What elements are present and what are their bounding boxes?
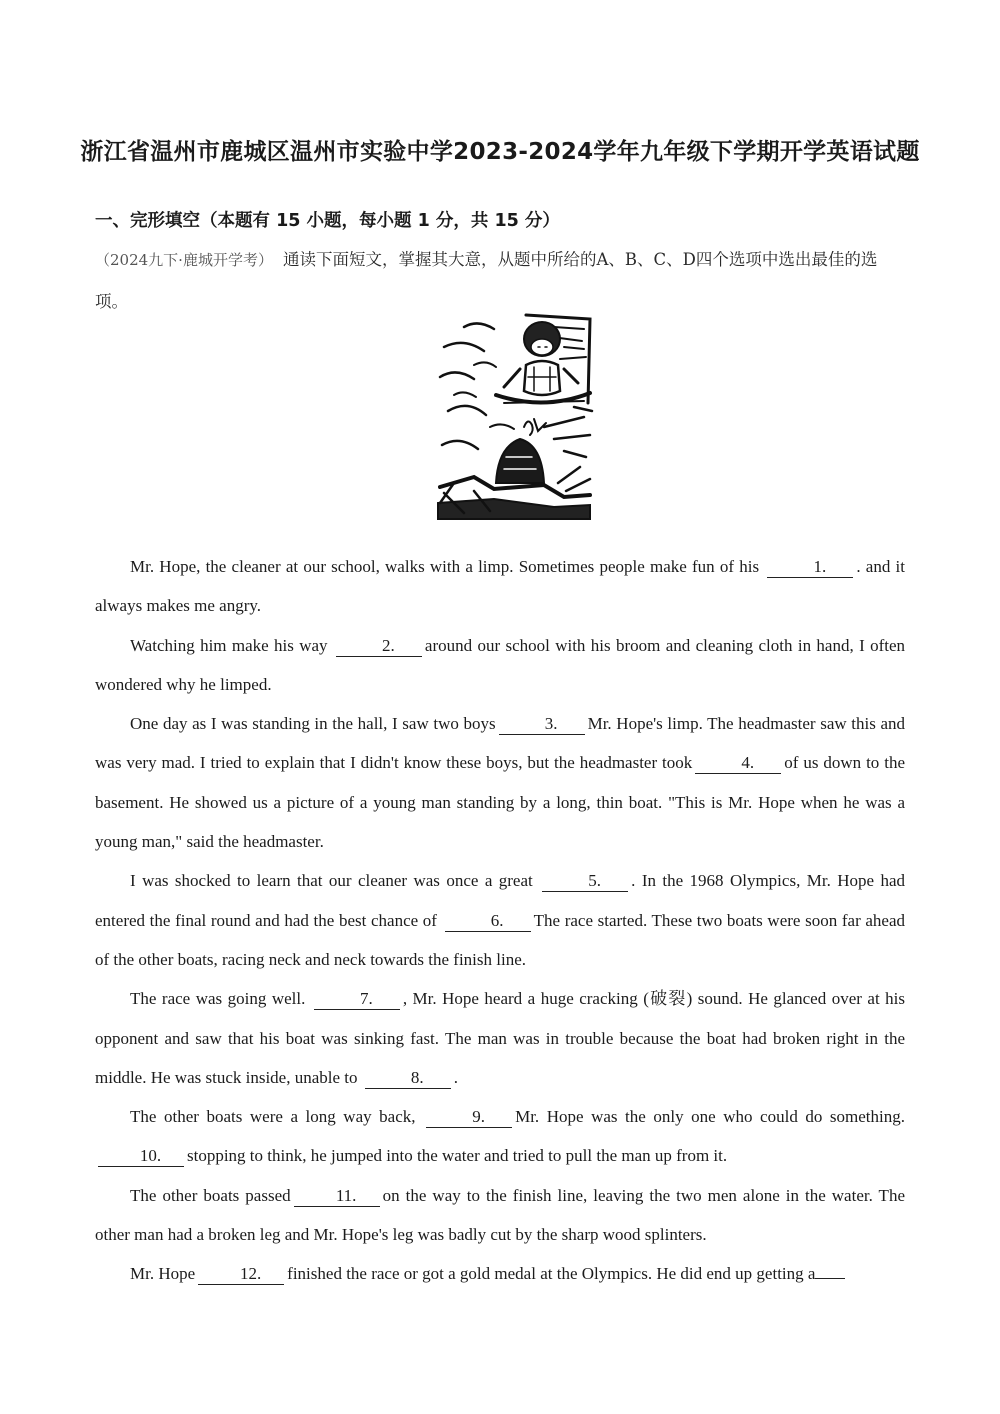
passage-paragraph: The other boats passed 11. on the way to the finish line, leaving the two men alone in the water. The other man had a broken leg and Mr. Hope's leg was badly cut by the sharp wood splinters. bbox=[95, 1185, 905, 1245]
passage-paragraph: I was shocked to learn that our cleaner was once a great 5. . In the 1968 Olympics, Mr. Hope had entered the final round and had the best chance of 6. The race started. These two boats were soon far ahead of the other boats, racing neck and neck towards the finish line. bbox=[95, 871, 906, 969]
passage bbox=[95, 547, 905, 1294]
blank-7[interactable]: 7. bbox=[314, 989, 400, 1010]
passage-paragraph: Watching him make his way 2. around our school with his broom and cleaning cloth in hand, I often wondered why he limped. bbox=[95, 635, 906, 694]
blank-4[interactable]: 4. bbox=[695, 753, 781, 774]
passage-paragraph: Mr. Hope 12. finished the race or got a gold medal at the Olympics. He did end up getting a bbox=[95, 1254, 905, 1293]
blank-13-partial[interactable] bbox=[815, 1278, 845, 1279]
blank-11[interactable]: 11. bbox=[294, 1186, 380, 1207]
rowing-illustration bbox=[434, 307, 594, 521]
passage-paragraph: The race was going well. 7. , Mr. Hope heard a huge cracking (破裂) sound. He glanced over at his opponent and saw that his boat was sinking fast. The man was in trouble because the boat had broken right in the middle. He was stuck inside, unable to 8. . bbox=[95, 989, 905, 1087]
passage-paragraph: The other boats were a long way back, 9. Mr. Hope was the only one who could do something. 10. stopping to think, he jumped into the water and tried to pull the man up from it. bbox=[95, 1097, 905, 1176]
blank-8[interactable]: 8. bbox=[365, 1068, 451, 1089]
passage-paragraph: Mr. Hope, the cleaner at our school, walks with a limp. Sometimes people make fun of his 1. . and it always makes me angry. bbox=[95, 557, 905, 616]
blank-2[interactable]: 2. bbox=[336, 636, 422, 657]
blank-9[interactable]: 9. bbox=[426, 1107, 512, 1128]
question-source: （2024九下·鹿城开学考） bbox=[95, 251, 273, 269]
section-heading: 一、完形填空（本题有 15 小题，每小题 1 分，共 15 分） bbox=[95, 211, 560, 231]
blank-12[interactable]: 12. bbox=[198, 1264, 284, 1285]
blank-3[interactable]: 3. bbox=[499, 714, 585, 735]
instruction-text: 通读下面短文，掌握其大意，从题中所给的A、B、C、D四个选项中选出最佳的选项。 bbox=[95, 250, 878, 311]
blank-6[interactable]: 6. bbox=[445, 911, 531, 932]
page-title: 浙江省温州市鹿城区温州市实验中学2023-2024学年九年级下学期开学英语试题 bbox=[80, 139, 920, 165]
blank-10[interactable]: 10. bbox=[98, 1146, 184, 1167]
blank-5[interactable]: 5. bbox=[542, 871, 628, 892]
blank-1[interactable]: 1. bbox=[767, 557, 853, 578]
passage-paragraph: One day as I was standing in the hall, I saw two boys 3. Mr. Hope's limp. The headmaster saw this and was very mad. I tried to explain that I didn't know these boys, but the headmaster took 4. of us down to the basement. He showed us a picture of a young man standing by a long, thin boat. "This is Mr. Hope when he was a young man," said the headmaster. bbox=[95, 714, 905, 852]
